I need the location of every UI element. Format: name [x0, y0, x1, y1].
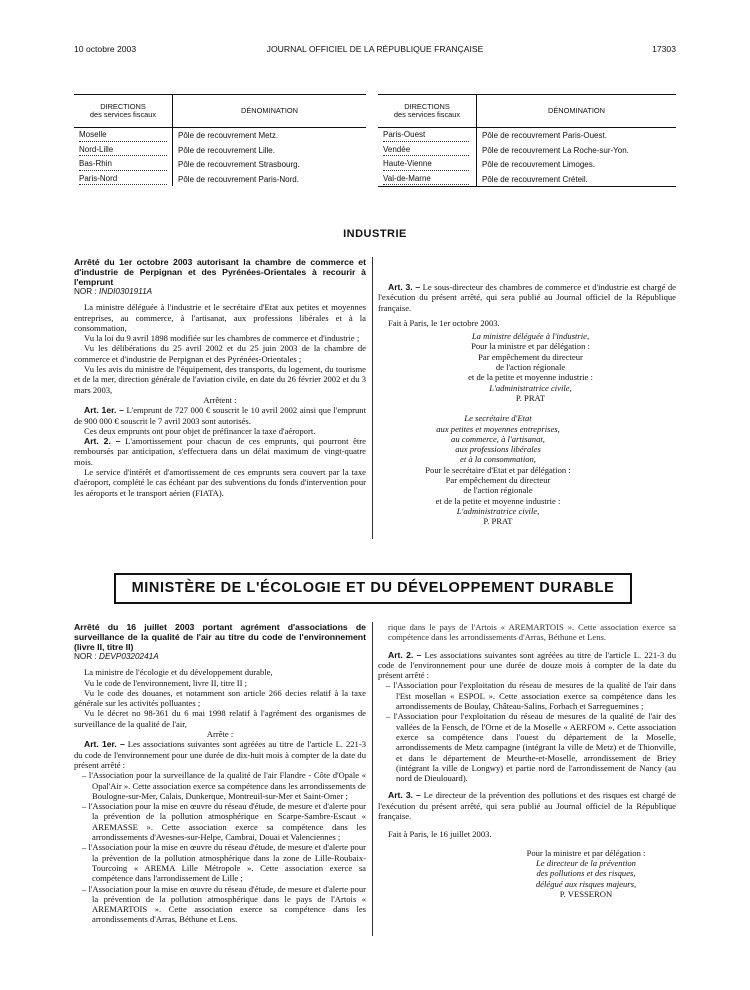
column-divider: [372, 622, 373, 936]
signature-line: aux petites et moyennes entreprises,: [436, 423, 560, 434]
article-text: Le sous-directeur des chambres de commerce et d'industrie est chargé de l'exécution du présent arrêté, qui sera publié au Journal officiel de la République française.: [378, 282, 676, 313]
ministry-heading-box: [114, 573, 632, 604]
signature-line: délégué aux risques majeurs,: [535, 878, 637, 889]
signature-line: Le secrétaire d'Etat: [464, 413, 532, 424]
signature-name: P. PRAT: [515, 392, 546, 403]
signature-line: aux professions libérales: [455, 444, 541, 455]
dir-cell: Haute-Vienne: [383, 159, 469, 170]
signature-line: Le directeur de la prévention: [536, 857, 636, 868]
arrete-title: Arrêté du 1er octobre 2003 autorisant la chambre de commerce et d'industrie de Perpignan et des Pyrénées-Orientales à recourir à l'emprunt: [74, 257, 366, 287]
list-item: – l'Association pour l'exploitation du réseau de mesures de la qualité de l'air dans l'Est mosellan « ESPOL ». Cette association exerce sa compétence dans les arrondissements de Boulay, Château-Salins, Forbach et Sarreguemines ;: [386, 680, 676, 712]
paragraph: Le service d'intérêt et d'amortissement de ces emprunts sera couvert par la taxe d'aéroport, complété le cas échéant par des subventions du fonds d'intervention pour les aéroports et le transport aérien (FIATA).: [74, 467, 366, 498]
directions-table-right: [378, 94, 676, 187]
arrete-label: Arrête :: [206, 729, 234, 740]
table-left-col1-header: DIRECTIONS des services fiscaux: [74, 95, 173, 128]
signature-line: et de la petite et moyenne industrie :: [468, 372, 593, 383]
name-cell: Pôle de recouvrement Paris-Nord.: [178, 174, 299, 184]
article-label: Art. 2. –: [388, 649, 422, 660]
paragraph: Vu le code des douanes, et notamment son article 266 decies relatif à la taxe générale sur les activités polluantes ;: [74, 687, 366, 709]
table-row: [378, 143, 676, 158]
nor-code: DEVP0320241A: [99, 652, 159, 661]
arrete-title: Arrêté du 16 juillet 2003 portant agrément d'associations de surveillance de la qualité de l'air au titre du code de l'environnement (livre II, titre II): [74, 622, 366, 652]
signature-line: Pour le secrétaire d'Etat et par délégation :: [425, 464, 571, 475]
signature-line: Par empêchement du directeur: [445, 475, 551, 486]
article-text: L'amortissement pour chacun de ces emprunts, qui pourront être remboursés par anticipation, s'effectuera dans un délai maximum de vingt-quatre mois.: [74, 436, 366, 467]
name-cell: Pôle de recouvrement Metz.: [178, 131, 279, 141]
table-left-col2-header: DÉNOMINATION: [173, 95, 367, 128]
table-right-col2-header: DÉNOMINATION: [477, 95, 677, 128]
table-row: [74, 128, 366, 143]
dir-cell: Bas-Rhin: [79, 159, 167, 170]
nor-code: INDI0301911A: [99, 287, 153, 296]
ecologie-column-right: [378, 622, 676, 899]
signature-name: P. PRAT: [483, 516, 513, 527]
list-item: – l'Association pour la mise en œuvre du réseau d'étude, de mesure et d'alerte pour la prévention de la pollution atmosphérique dans le pays de l'Artois « AREMARTOIS ». Cette association exerce sa compétence dans les arrondissements d'Arras, Béthune et Lens.: [82, 883, 366, 925]
dir-cell: Vendée: [383, 145, 469, 156]
article-text: Le directeur de la prévention des pollutions et des risques est chargé de l'exécution du présent arrêté, qui sera publié au Journal officiel de la République française.: [378, 790, 676, 822]
signature-line: Par empêchement du directeur: [478, 351, 583, 362]
article-text: Les associations suivantes sont agréées au titre de l'article L. 221-3 du code de l'environnement pour une durée de douze mois à compter de la date du présent arrêté :: [378, 649, 676, 681]
signature-line: et de la petite et moyenne industrie :: [435, 495, 561, 506]
signature-line: Pour la ministre et par délégation :: [526, 847, 646, 858]
signature-line: L'administratrice civile,: [489, 382, 572, 393]
nor-label: NOR :: [74, 287, 100, 296]
ministry-heading: MINISTÈRE DE L'ÉCOLOGIE ET DU DÉVELOPPEMENT DURABLE: [131, 580, 615, 597]
table-right-col1-header: DIRECTIONS des services fiscaux: [378, 95, 477, 128]
signature-line: au commerce, à l'artisanat,: [451, 433, 545, 444]
fait-a-paris: Fait à Paris, le 1er octobre 2003.: [388, 317, 500, 328]
name-cell: Pôle de recouvrement Lille.: [178, 145, 275, 155]
paragraph: Vu le décret no 98-361 du 6 mai 1998 relatif à l'agrément des organismes de surveillance de la qualité de l'air,: [74, 708, 366, 729]
paragraph: Vu les avis du ministre de l'équipement, des transports, du logement, du tourisme et de la mer, direction générale de l'aviation civile, en date du 26 février 2002 et du 3 mars 2003,: [74, 364, 366, 395]
name-cell: Pôle de recouvrement Paris-Ouest.: [482, 131, 607, 141]
paragraph: Vu les délibérations du 25 avril 2002 et du 25 juin 2003 de la chambre de commerce et d'industrie de Perpignan et des Pyrénées-Orientales ;: [74, 343, 366, 364]
dir-cell: Paris-Ouest: [383, 130, 469, 141]
header-date: 10 octobre 2003: [74, 44, 137, 54]
name-cell: Pôle de recouvrement Créteil.: [482, 174, 588, 184]
fait-a-paris: Fait à Paris, le 16 juillet 2003.: [388, 829, 492, 840]
ecologie-column-left: [74, 622, 367, 925]
paragraph: La ministre de l'écologie et du développement durable,: [84, 667, 273, 678]
dir-cell: Nord-Lille: [79, 145, 167, 156]
signature-line: et à la consommation,: [460, 454, 536, 465]
paragraph: Vu le code de l'environnement, livre II, titre II ;: [84, 677, 248, 688]
signature-line: L'administratrice civile,: [456, 505, 540, 516]
article-label: Art. 3. –: [388, 282, 421, 292]
signature-block-2: [378, 413, 618, 526]
list-item: – l'Association pour la mise en œuvre du réseau d'étude, de mesure et d'alerte pour la prévention de la pollution atmosphérique dans la zone de Lille-Roubaix-Tourcoing « AREMA Lille Métropole ». Cette association exerce sa compétence dans l'arrondissement de Lille ;: [82, 842, 366, 884]
article-text: Les associations suivantes sont agréées au titre de l'article L. 221-3 du code de l'environnement pour une durée de dix-huit mois à compter de la date du présent arrêté :: [74, 739, 367, 770]
industrie-column-right: [378, 257, 676, 527]
table-row: [74, 157, 366, 172]
signature-line: de l'action régionale: [463, 485, 533, 496]
signature-block-3: [496, 848, 676, 899]
list-item: – l'Association pour la surveillance de la qualité de l'air Flandre - Côte d'Opale « Opal'Air ». Cette association exerce sa compétence dans les arrondissements de Boulogne-sur-Mer, Calais, Dunkerque, Montreuil-sur-Mer et Saint-Omer ;: [82, 770, 366, 801]
name-cell: Pôle de recouvrement La Roche-sur-Yon.: [482, 145, 629, 155]
dir-cell: Moselle: [79, 130, 167, 141]
article-label: Art. 1er. –: [84, 405, 124, 416]
paragraph: La ministre déléguée à l'industrie et le secrétaire d'Etat aux petites et moyennes entreprises, au commerce, à l'artisanat, aux professions libérales et à la consommation,: [74, 302, 366, 333]
table-row: [74, 172, 366, 187]
article-text: L'emprunt de 727 000 € souscrit le 10 avril 2002 ainsi que l'emprunt de 900 000 € souscrit le 7 avril 2003 sont autorisés.: [74, 405, 366, 426]
signature-line: La ministre déléguée à l'industrie,: [471, 331, 590, 342]
article-label: Art. 2. –: [84, 436, 121, 447]
signature-name: P. VESSERON: [559, 888, 613, 899]
paragraph: Vu la loi du 9 avril 1898 modifiée sur les chambres de commerce et d'industrie ;: [84, 333, 360, 344]
industrie-column-left: [74, 257, 366, 498]
article-label: Art. 3. –: [388, 790, 421, 801]
name-cell: Pôle de recouvrement Limoges.: [482, 160, 595, 170]
list-item-continued: rique dans le pays de l'Artois « AREMARTOIS ». Cette association exerce sa compétence dans les arrondissements d'Arras, Béthune et Lens.: [388, 622, 676, 643]
list-item: – l'Association pour la mise en œuvre du réseau d'étude, de mesure et d'alerte pour la prévention de la pollution atmosphérique en Scarpe-Sambre-Escaut « AREMASSE ». Cette association exerce sa compétence dans les arrondissements d'Avesnes-sur-Helpe, Cambrai, Douai et Valenciennes ;: [82, 801, 366, 843]
section-heading-industrie: INDUSTRIE: [343, 228, 407, 240]
column-divider: [372, 257, 373, 539]
list-item: – l'Association pour l'exploitation du réseau de mesures de la qualité de l'air des vallées de la Fensch, de l'Orne et de la Moselle « AERFOM ». Cette association exerce sa compétence dans l'ouest du département de la Moselle, arrondissements de Metz campagne (intégrant la ville de Metz) et de Thionville, et dans le département de Meurthe-et-Moselle, arrondissement de Briey (intégrant la ville de Longwy) et partie nord de l'arrondissement de Nancy (au nord de Dieulouard).: [386, 711, 676, 784]
arretent-label: Arrêtent :: [203, 394, 237, 405]
nor-label: NOR :: [74, 652, 100, 661]
table-row: [74, 143, 366, 158]
table-row: [378, 157, 676, 172]
page-number: 17303: [652, 44, 676, 54]
dir-cell: Paris-Nord: [79, 174, 167, 185]
journal-title: JOURNAL OFFICIEL DE LA RÉPUBLIQUE FRANÇAISE: [266, 44, 484, 54]
table-row: [378, 128, 676, 143]
directions-table-left: [74, 94, 366, 186]
signature-line: des pollutions et des risques,: [536, 868, 636, 879]
signature-line: de l'action régionale: [495, 362, 566, 373]
signature-line: Pour la ministre et par délégation :: [471, 341, 590, 352]
paragraph: Ces deux emprunts ont pour objet de préfinancer la taxe d'aéroport.: [84, 425, 316, 436]
signature-block-1: [408, 331, 653, 403]
table-row: [378, 172, 676, 187]
article-label: Art. 1er. –: [84, 739, 125, 750]
dir-cell: Val-de-Marne: [383, 174, 469, 185]
name-cell: Pôle de recouvrement Strasbourg.: [178, 160, 300, 170]
